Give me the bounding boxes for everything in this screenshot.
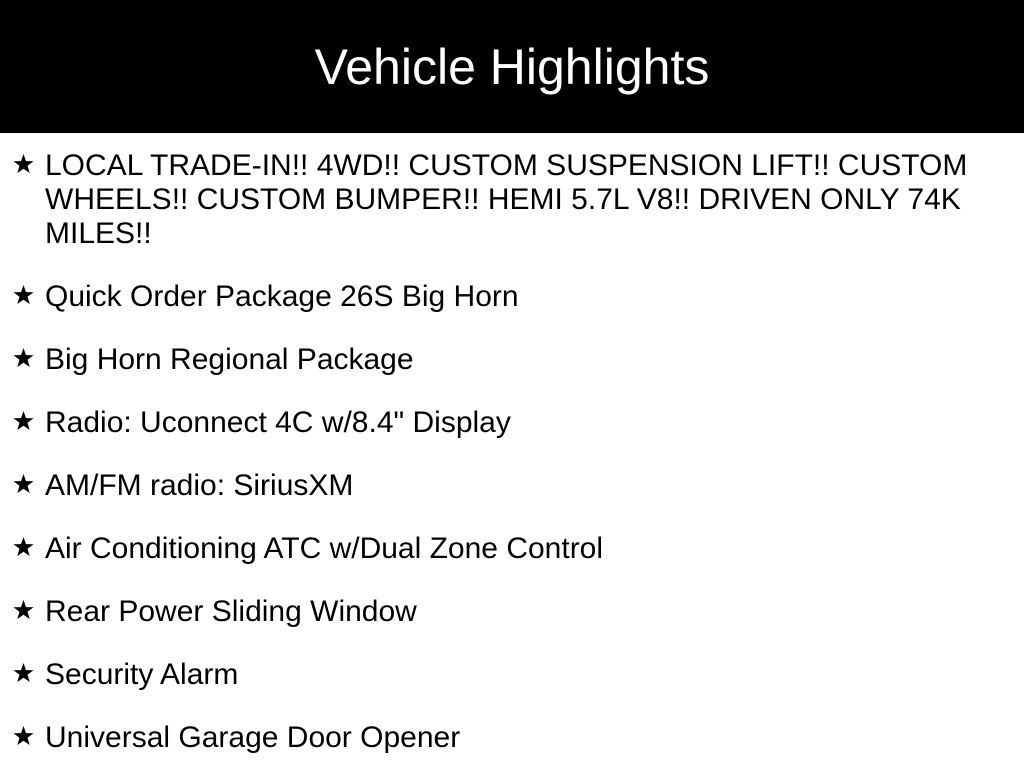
star-bullet-icon [12, 153, 35, 176]
list-item-text: LOCAL TRADE-IN!! 4WD!! CUSTOM SUSPENSION LIFT!! CUSTOM WHEELS!! CUSTOM BUMPER!! HEMI 5.7L V8!! DRIVEN ONLY 74K MILES!! [45, 149, 968, 250]
star-bullet-icon [12, 473, 35, 496]
list-item-text: Big Horn Regional Package [45, 343, 414, 376]
list-item-text: Universal Garage Door Opener [45, 721, 461, 754]
list-item-text: Quick Order Package 26S Big Horn [45, 280, 519, 313]
list-item [12, 469, 1004, 503]
list-item-text: AM/FM radio: SiriusXM [45, 469, 354, 502]
list-item [12, 658, 1004, 692]
list-item [12, 595, 1004, 629]
star-bullet-icon [12, 599, 35, 622]
page-title: Vehicle Highlights [314, 38, 710, 95]
list-item-text: Radio: Uconnect 4C w/8.4" Display [45, 406, 511, 439]
list-item [12, 406, 1004, 440]
list-item [12, 149, 1004, 251]
highlights-list [0, 133, 1024, 755]
list-item [12, 532, 1004, 566]
header [0, 0, 1024, 133]
list-item-text: Rear Power Sliding Window [45, 595, 417, 628]
star-bullet-icon [12, 725, 35, 748]
list-item [12, 721, 1004, 755]
list-item-text: Security Alarm [45, 658, 239, 691]
list-item [12, 280, 1004, 314]
star-bullet-icon [12, 284, 35, 307]
star-bullet-icon [12, 662, 35, 685]
list-item [12, 343, 1004, 377]
star-bullet-icon [12, 536, 35, 559]
star-bullet-icon [12, 347, 35, 370]
star-bullet-icon [12, 410, 35, 433]
list-item-text: Air Conditioning ATC w/Dual Zone Control [45, 532, 604, 565]
